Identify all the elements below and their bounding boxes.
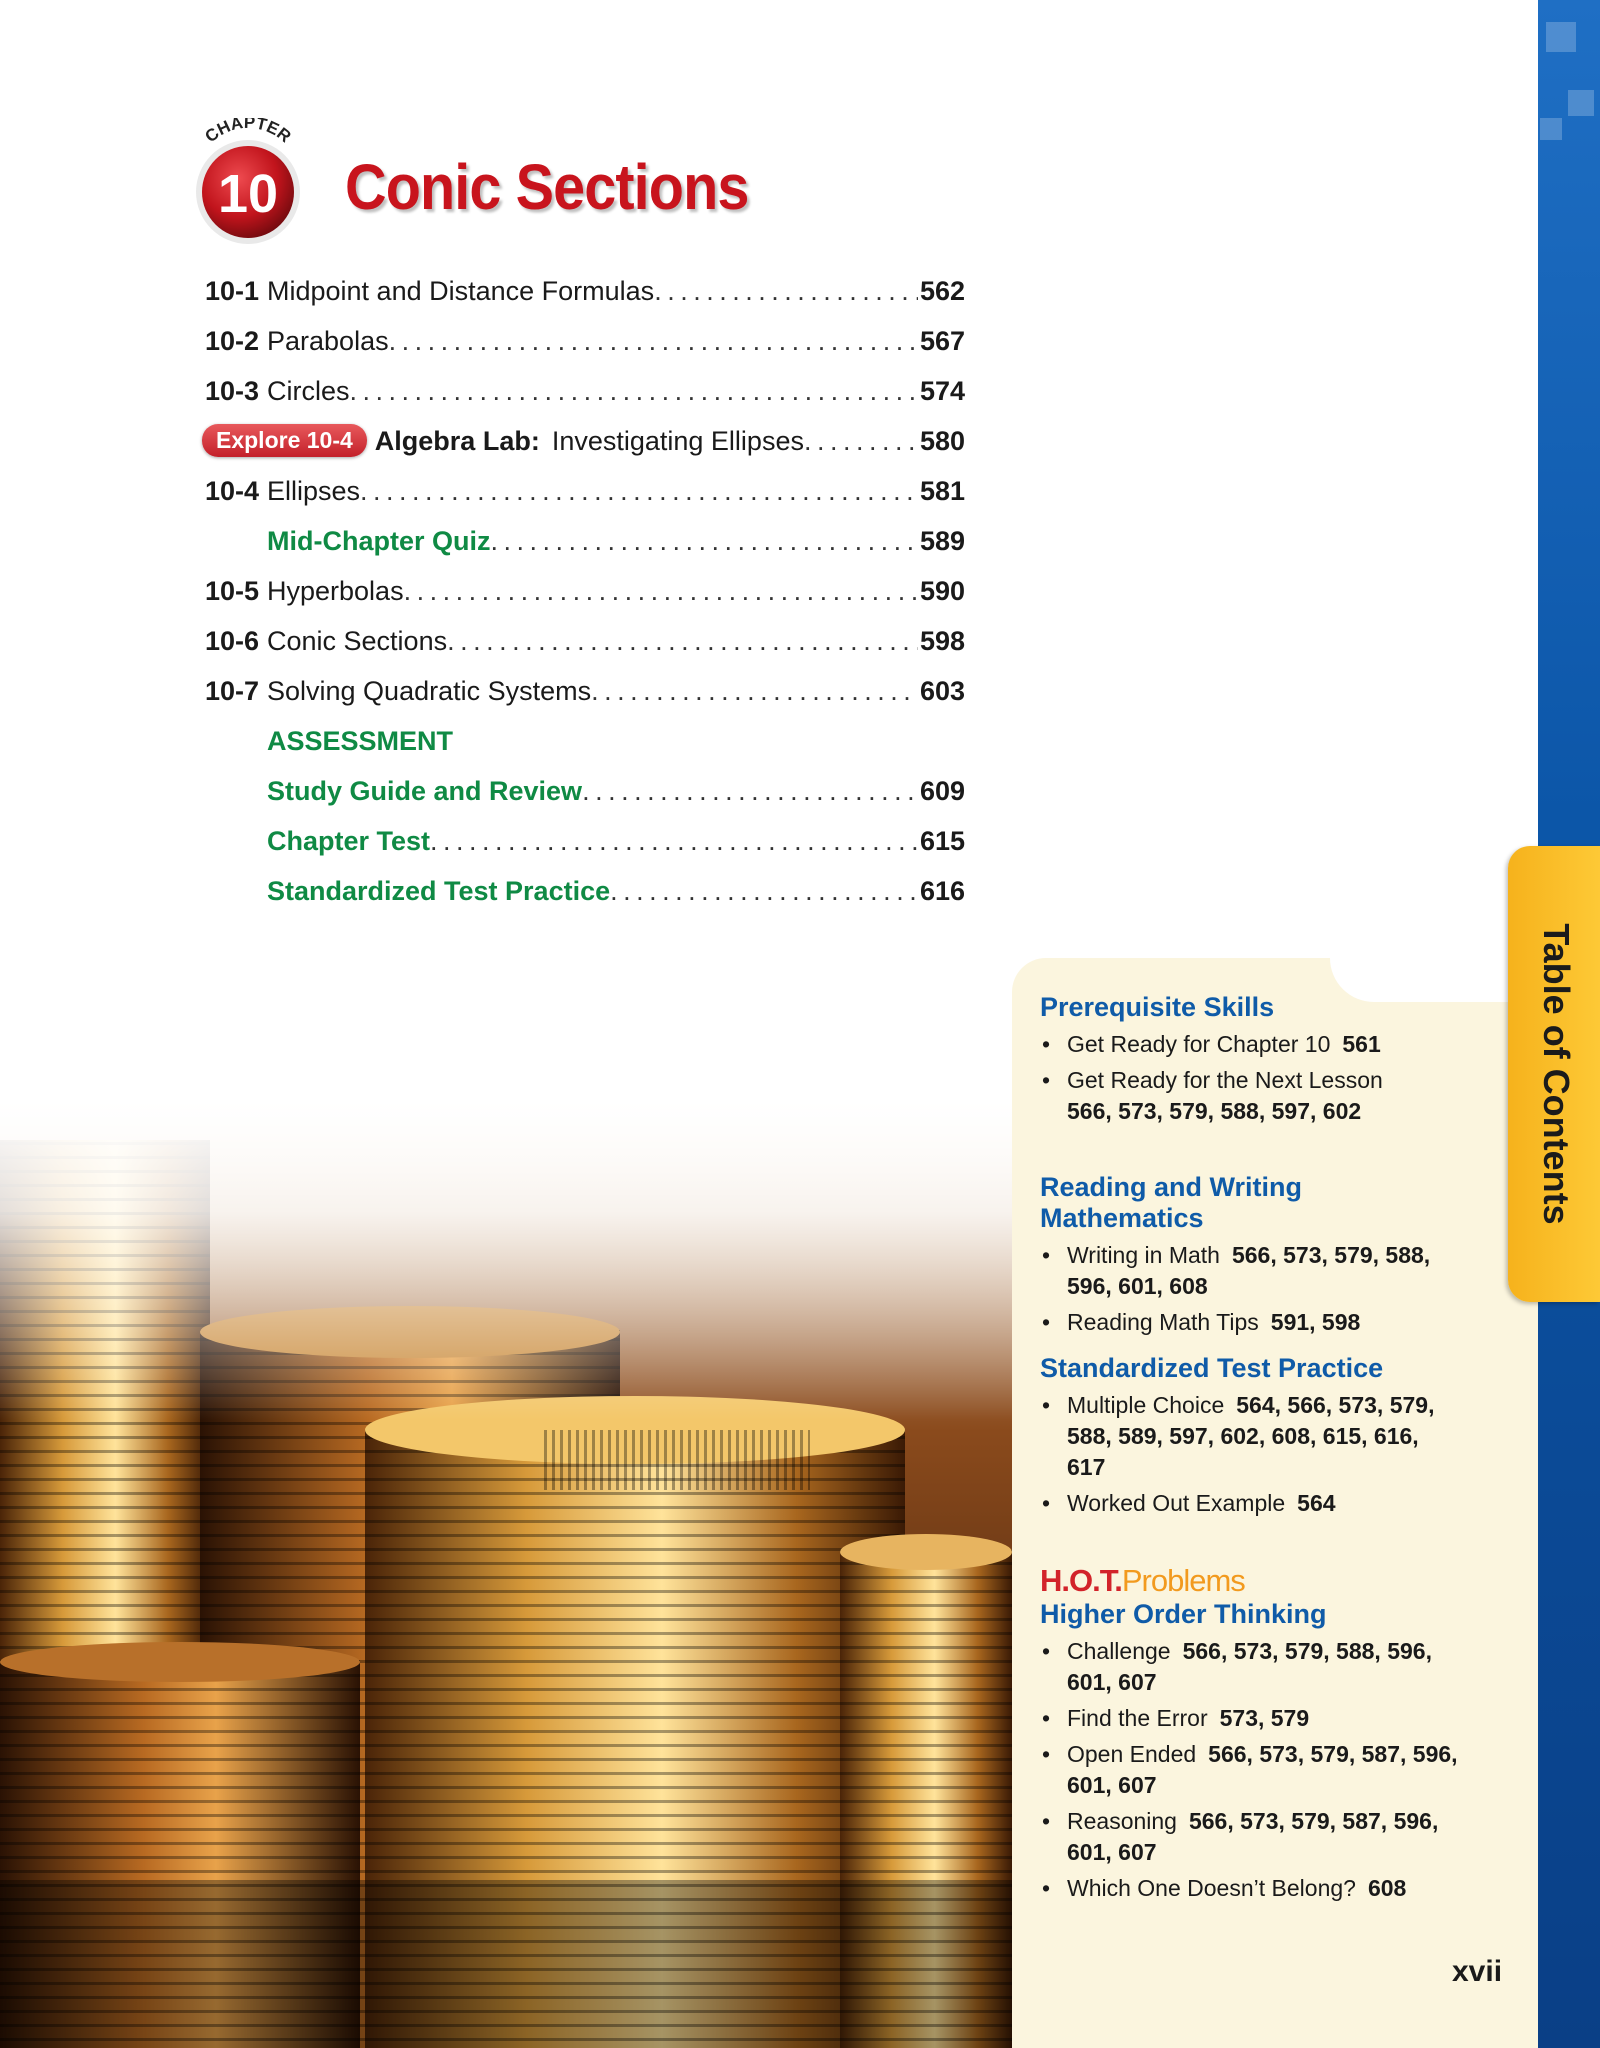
toc-entry[interactable] [205, 376, 965, 416]
item-label: Writing in Math [1067, 1242, 1220, 1268]
chapter-badge-graphic [178, 118, 316, 248]
lesson-title: Hyperbolas [267, 576, 404, 606]
item-label: Find the Error [1067, 1705, 1208, 1731]
chapter-word: CHAPTER [201, 118, 295, 147]
hot-problems-section [1040, 1563, 1460, 1909]
item-pages: 561 [1342, 1031, 1381, 1057]
hot-problems-logo [1040, 1563, 1460, 1599]
lesson-number: 10-7 [205, 676, 260, 706]
list-item [1040, 1029, 1460, 1060]
lesson-number: 10-3 [205, 376, 260, 406]
page-ref: 590 [919, 576, 965, 606]
list-item [1040, 1873, 1460, 1904]
dot-leader [610, 876, 918, 907]
item-pages: 566, 573, 579, 588, 596, 601, 607 [1067, 1638, 1432, 1695]
problems-logo-text: Problems [1121, 1563, 1245, 1598]
item-pages: 566, 573, 579, 587, 596, 601, 607 [1067, 1741, 1458, 1798]
chapter-title: Conic Sections [345, 151, 749, 223]
page-number: xvii [1452, 1955, 1503, 1988]
toc-entry-explore[interactable] [202, 426, 965, 466]
list-item [1040, 1806, 1460, 1868]
lesson-title: Conic Sections [267, 626, 448, 656]
explore-badge: Explore 10-4 [202, 424, 367, 457]
assessment-heading: ASSESSMENT [267, 726, 454, 756]
item-label: Open Ended [1067, 1741, 1197, 1767]
skill-list [1040, 1029, 1460, 1127]
skill-list [1040, 1390, 1460, 1519]
lesson-title: Parabolas [267, 326, 389, 356]
item-pages: 566, 573, 579, 587, 596, 601, 607 [1067, 1808, 1439, 1865]
bullet-icon: • [1042, 1309, 1051, 1335]
dot-leader [447, 626, 918, 657]
table-of-contents-tab-label: Table of Contents [1536, 923, 1577, 1225]
page-ref: 609 [919, 776, 965, 806]
page-ref: 598 [919, 626, 965, 656]
page-ref: 562 [919, 276, 965, 306]
lesson-title: Circles [267, 376, 350, 406]
chapter-number: 10 [217, 164, 279, 224]
reading-writing-section [1040, 1172, 1460, 1343]
lesson-number: 10-1 [205, 276, 260, 306]
item-pages: 566, 573, 579, 588, 596, 601, 608 [1067, 1242, 1431, 1299]
dot-leader [430, 826, 918, 857]
hot-logo-text: H.O.T. [1040, 1563, 1122, 1598]
toc-entry[interactable] [205, 776, 965, 816]
bullet-icon: • [1042, 1638, 1051, 1664]
lesson-number: 10-5 [205, 576, 260, 606]
section-heading: Prerequisite Skills [1040, 992, 1275, 1022]
mid-chapter-quiz: Mid-Chapter Quiz [267, 526, 491, 556]
toc-entry[interactable] [205, 326, 965, 366]
dot-leader [404, 576, 918, 607]
bullet-icon: • [1042, 1875, 1051, 1901]
page-ref: 615 [919, 826, 965, 856]
toc-entry[interactable] [205, 276, 965, 316]
dot-leader [350, 376, 918, 407]
item-pages: 591, 598 [1270, 1309, 1361, 1335]
bullet-icon: • [1042, 1067, 1051, 1093]
page-ref: 580 [919, 426, 965, 456]
item-label: Worked Out Example [1067, 1490, 1286, 1516]
lesson-title: Ellipses [267, 476, 361, 506]
lesson-title: Solving Quadratic Systems [267, 676, 592, 706]
item-pages: 608 [1367, 1875, 1407, 1901]
item-label: Reading Math Tips [1067, 1309, 1259, 1335]
item-label: Multiple Choice [1067, 1392, 1225, 1418]
item-label: Reasoning [1067, 1808, 1177, 1834]
bullet-icon: • [1042, 1392, 1051, 1418]
toc-entry[interactable] [205, 576, 965, 616]
list-item [1040, 1307, 1460, 1338]
item-label: Challenge [1067, 1638, 1171, 1664]
item-label: Get Ready for the Next Lesson [1067, 1067, 1383, 1093]
list-item [1040, 1636, 1460, 1698]
dot-leader [491, 526, 918, 557]
bullet-icon: • [1042, 1808, 1051, 1834]
lab-label: Algebra Lab: [374, 426, 540, 456]
standardized-test-practice-section [1040, 1353, 1460, 1524]
photo-fade [0, 1100, 1012, 1420]
dot-leader [360, 476, 918, 507]
strip-decoration [1540, 118, 1562, 140]
list-item [1040, 1390, 1460, 1483]
section-heading: Standardized Test Practice [1040, 1353, 1384, 1383]
page-ref: 589 [919, 526, 965, 556]
bullet-icon: • [1042, 1705, 1051, 1731]
study-guide-review: Study Guide and Review [267, 776, 583, 806]
lesson-number: 10-2 [205, 326, 260, 356]
page-ref: 567 [919, 326, 965, 356]
list-item [1040, 1240, 1460, 1302]
strip-decoration [1546, 22, 1576, 52]
section-heading: Reading and Writing Mathematics [1040, 1172, 1302, 1233]
dot-leader [804, 426, 918, 457]
list-item [1040, 1703, 1460, 1734]
list-item [1040, 1739, 1460, 1801]
bullet-icon: • [1042, 1242, 1051, 1268]
prerequisite-skills-section [1040, 992, 1460, 1132]
bullet-icon: • [1042, 1490, 1051, 1516]
page-ref: 581 [919, 476, 965, 506]
item-label: Get Ready for Chapter 10 [1067, 1031, 1331, 1057]
toc-entry[interactable] [205, 826, 965, 866]
dot-leader [654, 276, 918, 307]
section-heading: Higher Order Thinking [1040, 1599, 1327, 1629]
standardized-test-practice: Standardized Test Practice [267, 876, 611, 906]
chapter-badge [178, 118, 316, 248]
strip-decoration [1568, 90, 1594, 116]
lesson-title: Investigating Ellipses [551, 426, 804, 456]
bullet-icon: • [1042, 1031, 1051, 1057]
dot-leader [582, 776, 918, 807]
bullet-icon: • [1042, 1741, 1051, 1767]
item-pages: 564, 566, 573, 579, 588, 589, 597, 602, 608, 615, 616, 617 [1067, 1392, 1435, 1480]
list-item [1040, 1065, 1460, 1127]
item-pages: 564 [1297, 1490, 1336, 1516]
toc-entry[interactable] [205, 526, 965, 566]
dot-leader [591, 676, 918, 707]
skill-list [1040, 1240, 1460, 1338]
item-pages: 566, 573, 579, 588, 597, 602 [1067, 1098, 1362, 1124]
page-ref: 616 [919, 876, 965, 906]
toc-entry[interactable] [205, 676, 965, 716]
dot-leader [389, 326, 918, 357]
lesson-title: Midpoint and Distance Formulas [267, 276, 655, 306]
toc-section-heading [205, 726, 965, 766]
skill-list [1040, 1636, 1460, 1904]
toc-entry[interactable] [205, 476, 965, 516]
lesson-number: 10-6 [205, 626, 260, 656]
toc-entry[interactable] [205, 626, 965, 666]
page-ref: 603 [919, 676, 965, 706]
item-label: Which One Doesn’t Belong? [1067, 1875, 1356, 1901]
lesson-number: 10-4 [205, 476, 260, 506]
item-pages: 573, 579 [1219, 1705, 1310, 1731]
chapter-test: Chapter Test [267, 826, 431, 856]
page-ref: 574 [919, 376, 965, 406]
list-item [1040, 1488, 1460, 1519]
toc-entry[interactable] [205, 876, 965, 916]
